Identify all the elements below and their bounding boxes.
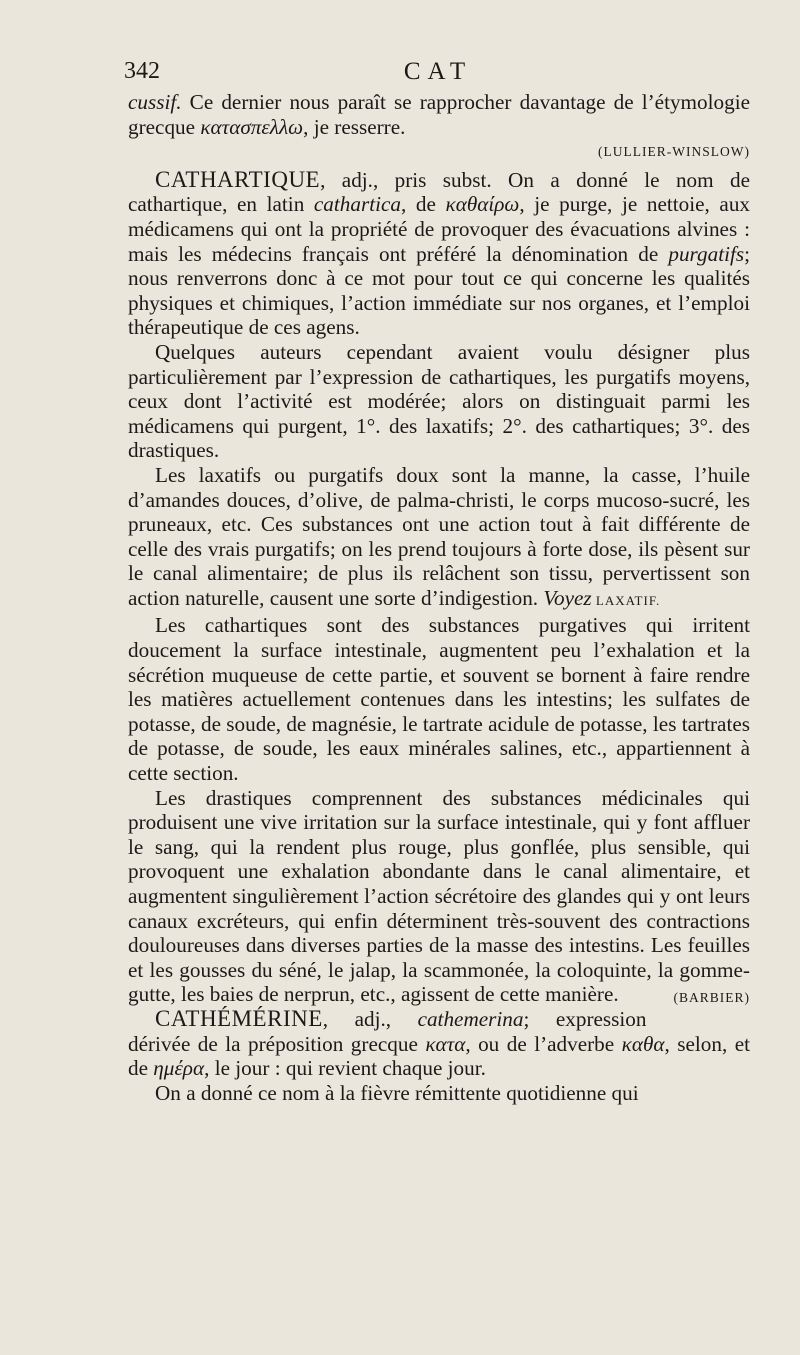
body-text — [128, 90, 750, 1105]
italic-word: cathemerina — [417, 1006, 524, 1031]
text-run: , je purge, je nettoie, aux médicamens qui ont la propriété de provoquer des évacuations alvines : mais les médecins français ont préféré la dénomination de — [128, 192, 751, 266]
greek-word: κατα — [425, 1031, 466, 1056]
italic-word: purgatifs — [668, 241, 745, 266]
text-run: , selon, et de — [128, 1031, 751, 1081]
paragraph: Quelques auteurs cependant avaient voulu désigner plus particulièrement par l’expression de cathartiques, les purgatifs moyens, ceux dont l’activité est modérée; alors on distinguait parmi les médicamens qui purgent, 1°. des laxatifs; 2°. des cathartiques; 3°. des drastiques. — [128, 339, 750, 463]
running-head: CAT — [403, 58, 473, 85]
entry-cathemerine — [128, 1007, 750, 1081]
text-run: , adj., pris subst. On a donné le nom de cathartique, en latin — [128, 167, 750, 217]
text-run: Les drastiques comprennent des substances médicinales qui produisent une vive irritation sur la surface intestinale, qui y font affluer le sang, qui la rendent plus rouge, plus gonflée, plus sensible, qui provoquent une exhalation abondante dans le canal alimentaire, et augmentent singulièrement l’action sécrétoire des glandes qui y ont leurs canaux excréteurs, qui enfin déterminent très-souvent des contractions douloureuses dans diverses parties de la masse des intestins. Les feuilles et les gousses du séné, le jalap, la scammonée, la coloquinte, la gomme-gutte, les baies de nerprun, etc., agissent de cette manière. — [128, 785, 750, 1007]
author-signature: (LULLIER-WINSLOW) — [598, 144, 750, 160]
text-run: , je resserre. — [303, 114, 406, 139]
text-run: , adj., — [322, 1006, 418, 1031]
text-run: , ou de l’adverbe — [465, 1031, 622, 1056]
greek-word: ημέρα — [153, 1056, 205, 1081]
paragraph — [128, 463, 750, 614]
author-signature: (BARBIER) — [673, 990, 750, 1006]
paragraph: Les cathartiques sont des substances purgatives qui irritent doucement la surface intestinale, augmentent peu l’exhalation et la sécrétion muqueuse de cette partie, et souvent se bornent à faire rendre les matières actuellement contenues dans les intestins; les sulfates de potasse, de soude, de magnésie, le tartrate acidule de potasse, les tartrates de potasse, de soude, les eaux minérales salines, etc., appartiennent à cette section. — [128, 613, 750, 786]
text-run: , de — [401, 192, 446, 217]
entry-cathartique — [128, 168, 750, 340]
text-run: ; expression dérivée de la préposition grecque — [128, 1006, 647, 1056]
entry-headword: CATHÉMÉRINE — [155, 1005, 323, 1031]
page-header — [124, 58, 752, 92]
text-run: Ce dernier nous paraît se rapprocher davantage de l’étymologie grecque — [128, 90, 750, 139]
greek-word: καθα — [621, 1031, 665, 1056]
page-number: 342 — [124, 58, 160, 84]
paragraph — [128, 786, 750, 1007]
paragraph: On a donné ce nom à la fièvre rémittente quotidienne qui — [155, 1080, 639, 1105]
italic-word: cussif. — [128, 90, 182, 114]
greek-word: κατασπελλω — [200, 114, 304, 139]
italic-word: cathartica — [313, 192, 401, 217]
text-run: Les laxatifs ou purgatifs doux sont la manne, la casse, l’huile d’amandes douces, d’olive, de palma-christi, le corps mucoso-sucré, les pruneaux, etc. Ces substances ont une action tout à fait différente de celle des vrais purgatifs; on les prend toujours à forte dose, ils pèsent sur le canal alimentaire; de plus ils relâchent son tissu, pervertissent son action naturelle, causent une sorte d’indigestion. — [128, 462, 750, 610]
text-run: ; nous renverrons donc à ce mot pour tout ce qui concerne les qualités physiques et chimiques, l’action immédiate sur nos organes, et l’emploi thérapeutique de ces agens. — [128, 241, 750, 340]
greek-word: καθαίρω — [445, 192, 520, 217]
paragraph-continuation — [128, 90, 750, 139]
text-run: , le jour : qui revient chaque jour. — [204, 1056, 486, 1081]
cross-reference: LAXATIF. — [591, 592, 661, 608]
italic-word: Voyez — [543, 585, 592, 610]
entry-headword: CATHARTIQUE — [155, 166, 321, 192]
